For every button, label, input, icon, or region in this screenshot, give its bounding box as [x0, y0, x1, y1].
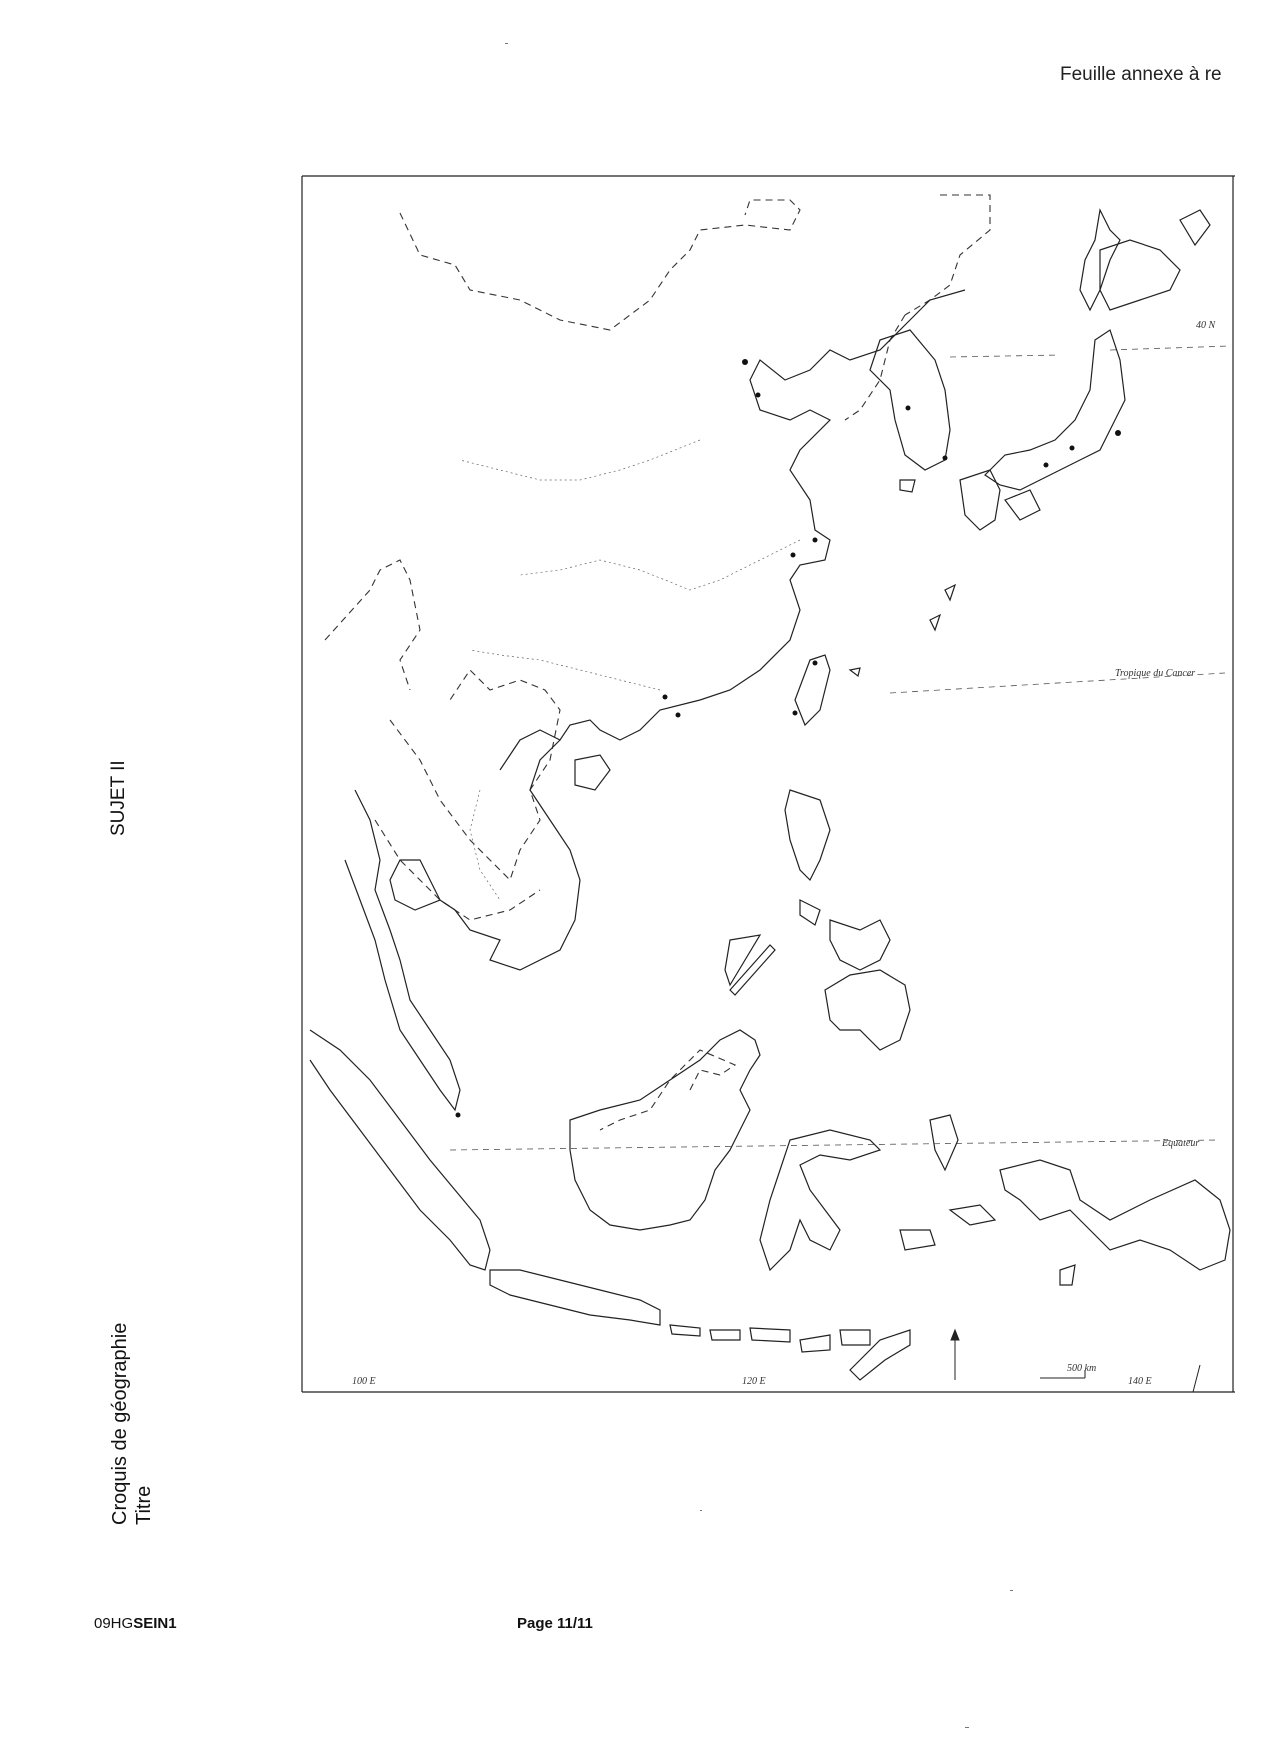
coastlines — [310, 210, 1230, 1380]
scan-specks — [505, 43, 1013, 1728]
titre-label: Titre — [133, 1485, 155, 1525]
document-code-suffix: SEIN1 — [133, 1615, 177, 1632]
croquis-label: Croquis de géographie — [109, 1322, 131, 1525]
header-note: Feuille annexe à re — [1060, 64, 1222, 85]
city-tokyo — [1115, 430, 1121, 436]
city-hongkong — [676, 713, 681, 718]
city-kaohsiung — [793, 711, 798, 716]
label-scale: 500 km — [1067, 1363, 1097, 1374]
city-singapore — [456, 1113, 461, 1118]
label-lon-140e: 140 E — [1128, 1376, 1152, 1387]
city-nagoya — [1070, 446, 1075, 451]
city-osaka — [1044, 463, 1049, 468]
document-code-prefix: 09HG — [94, 1615, 134, 1632]
city-seoul — [906, 406, 911, 411]
label-lat-40n: 40 N — [1196, 320, 1216, 331]
city-beijing — [742, 359, 748, 365]
city-guangzhou — [663, 695, 668, 700]
city-busan — [943, 456, 948, 461]
city-nanjing — [791, 553, 796, 558]
corner-mark — [1193, 1365, 1200, 1392]
city-taipei — [813, 661, 818, 666]
country-borders — [325, 195, 990, 1130]
label-equator: Equateur — [1162, 1138, 1200, 1149]
label-lon-100e: 100 E — [352, 1376, 376, 1387]
page-number: Page 11/11 — [517, 1615, 593, 1632]
subject-label: SUJET II — [108, 760, 129, 836]
north-arrow-icon — [951, 1330, 959, 1380]
document-code — [94, 1615, 177, 1632]
label-lon-120e: 120 E — [742, 1376, 766, 1387]
label-tropic: Tropique du Cancer — [1115, 668, 1196, 679]
city-tianjin — [756, 393, 761, 398]
city-shanghai — [813, 538, 818, 543]
rivers — [460, 440, 800, 900]
